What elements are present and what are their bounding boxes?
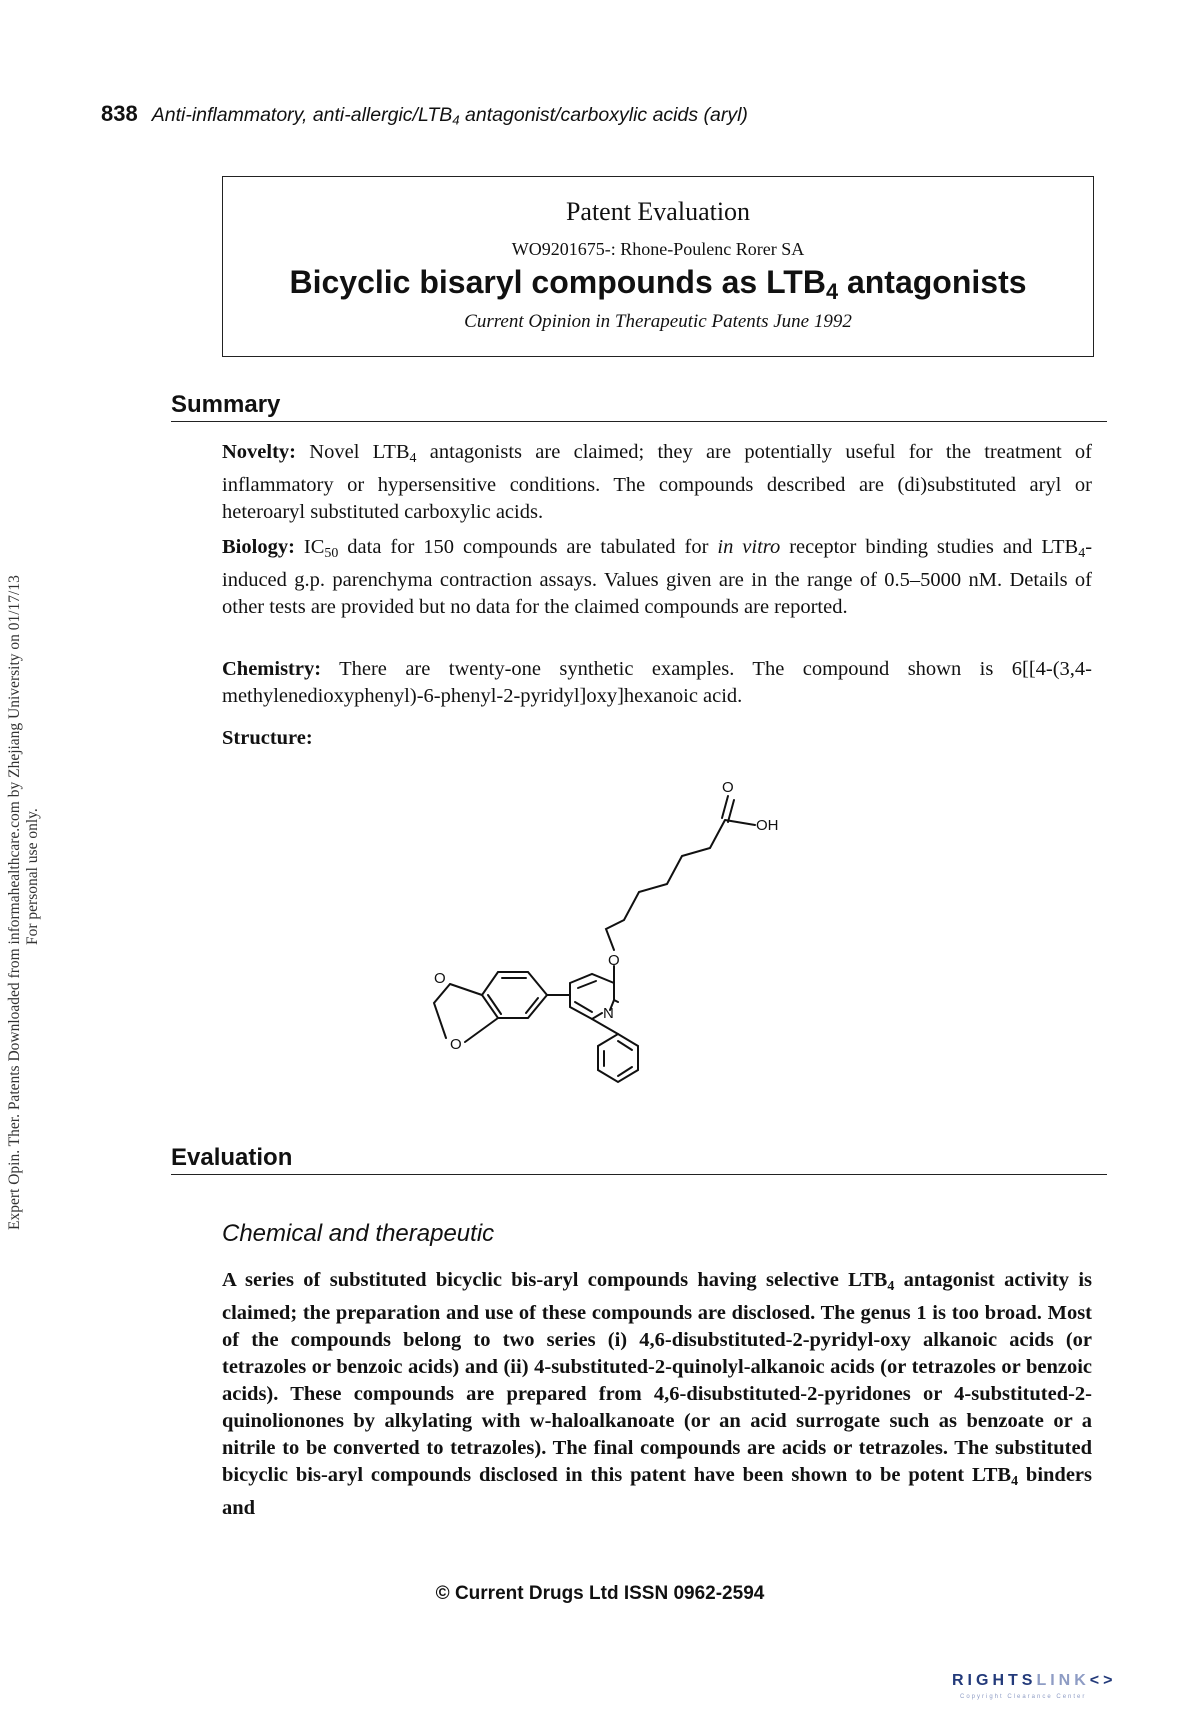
download-notice: [2, 510, 42, 1230]
download-notice-line2: For personal use only.: [24, 808, 41, 945]
box-kicker: Patent Evaluation: [565, 197, 751, 226]
article-title: Bicyclic bisaryl compounds as $LTB_4$ antagonists: [289, 264, 1027, 305]
evaluation-heading: Evaluation: [171, 1143, 1107, 1175]
chemical-structure: [420, 770, 860, 1090]
running-title: Anti-inflammatory, anti-$allergic/LTB_4$ antagonist/carboxylic acids (aryl): [151, 104, 748, 128]
atom-dioxole-oxygen-1: O: [434, 970, 446, 987]
biology-paragraph: Biology: $IC_{50}$ data for 150 compounds are tabulated for in vitro receptor binding studies and $LTB_4$-induced g.p. parenchyma contraction assays. Values given are in the range of 0.5–5000 nM. Details of other tests are provided but no data for the claimed compounds are reported.: [222, 536, 1093, 618]
page-number: 838: [101, 101, 138, 126]
structure-label: Structure:: [222, 727, 313, 749]
summary-heading: Summary: [171, 390, 1107, 422]
rightslink-tagline: Copyright Clearance Center: [960, 1694, 1087, 1700]
atom-carbonyl-oxygen: O: [722, 779, 734, 796]
evaluation-paragraph: A series of substituted bicyclic bis-aryl compounds having selective $LTB_4$ antagonist activity is claimed; the preparation and use of these compounds are disclosed. The genus 1 is too broad. Most of the compounds belong to two series (i) 4,6-disubstituted-2-pyridyl-oxy alkanoic acids (or tetrazoles or benzoic acids) and (ii) 4-substituted-2-quinolyl-alkanoic acids (or tetrazoles or benzoic acids). These compounds are prepared from 4,6-disubstituted-2-pyridones or 4-substituted-2-quinolionones by alkylating with w-haloalkanoate (or an acid surrogate such as benzoate or a nitrile to be converted to tetrazoles). The final compounds are acids or tetrazoles. The substituted bicyclic bis-aryl compounds disclosed in this patent have been shown to be potent $LTB_4$ binders and: [222, 1269, 1092, 1519]
patent-number-line: WO9201675-: Rhone-Poulenc Rorer SA: [511, 239, 805, 259]
atom-ether-oxygen: O: [608, 952, 620, 969]
novelty-paragraph: Novelty: Novel $LTB_4$ antagonists are claimed; they are potentially useful for the treatment of inflammatory or hypersensitive conditions. The compounds described are (di)substituted aryl or heteroaryl substituted carboxylic acids.: [222, 441, 1092, 523]
atom-hydroxyl: OH: [756, 817, 779, 834]
atom-pyridine-nitrogen: N: [603, 1005, 614, 1022]
patent-evaluation-box: [222, 176, 1094, 357]
chemistry-paragraph: Chemistry: There are twenty-one synthetic examples. The compound shown is 6[[4-(3,4-methylenedioxyphenyl)-6-phenyl-2-pyridyl]oxy]hexanoic acid.: [222, 658, 1092, 707]
rightslink-logo[interactable]: RIGHTSLINK<>: [952, 1672, 1117, 1689]
atom-dioxole-oxygen-2: O: [450, 1036, 462, 1053]
journal-line: Current Opinion in Therapeutic Patents June 1992: [464, 311, 852, 332]
chemical-therapeutic-subheading: Chemical and therapeutic: [222, 1220, 495, 1247]
running-head: [101, 101, 748, 128]
download-notice-line1: Expert Opin. Ther. Patents Downloaded from informahealthcare.com by Zhejiang University on 01/17/13: [6, 575, 23, 1230]
copyright-footer: © Current Drugs Ltd ISSN 0962-2594: [435, 1583, 765, 1604]
